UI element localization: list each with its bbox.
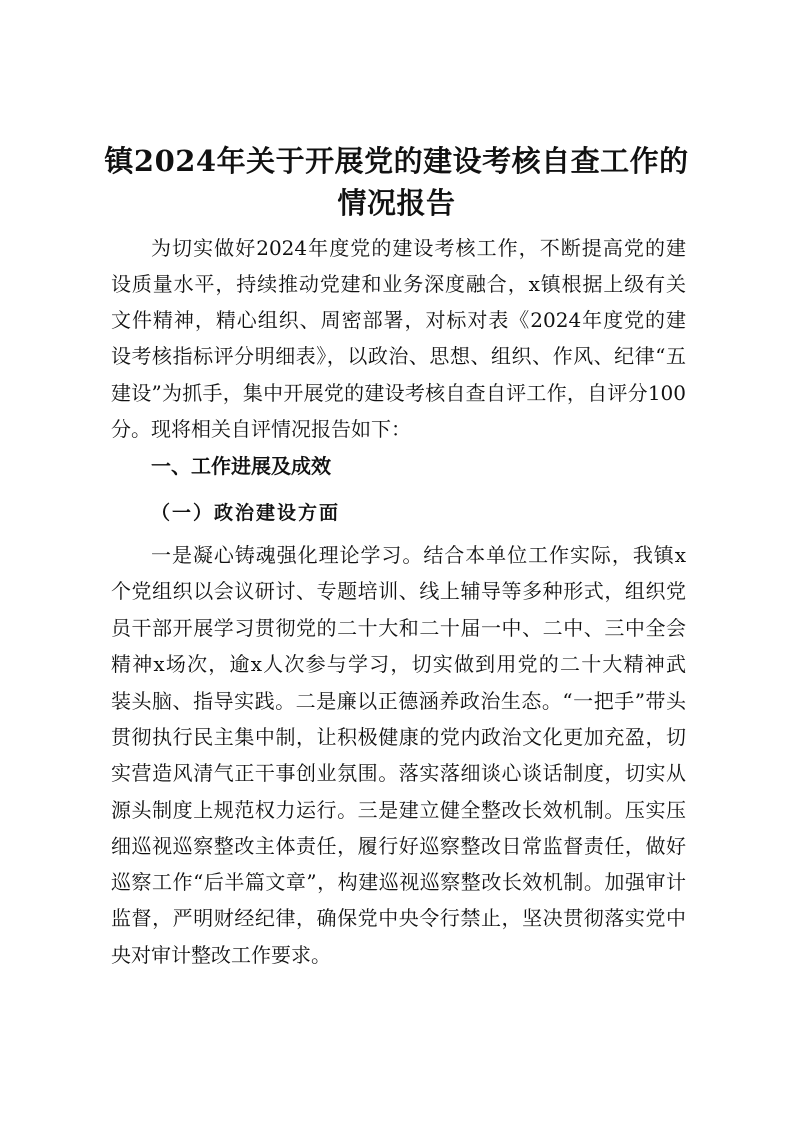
subsection-heading: （一）政治建设方面 bbox=[151, 502, 341, 524]
body-paragraph-line: 实营造风清气正干事创业氛围。落实落细谈心谈话制度，切实从 bbox=[111, 761, 686, 785]
intro-paragraph-line: 设质量水平，持续推动党建和业务深度融合，x镇根据上级有关 bbox=[111, 272, 686, 296]
body-paragraph-line: 一是凝心铸魂强化理论学习。结合本单位工作实际，我镇x bbox=[151, 543, 686, 567]
intro-paragraph-line: 为切实做好2024年度党的建设考核工作，不断提高党的建 bbox=[151, 236, 686, 260]
body-paragraph-line: 巡察工作“后半篇文章”，构建巡视巡察整改长效机制。加强审计 bbox=[111, 870, 686, 894]
intro-paragraph-line: 分。现将相关自评情况报告如下： bbox=[111, 417, 411, 441]
body-paragraph-line: 装头脑、指导实践。二是廉以正德涵养政治生态。“一把手”带头 bbox=[111, 689, 686, 713]
body-paragraph-line: 源头制度上规范权力运行。三是建立健全整改长效机制。压实压 bbox=[111, 798, 686, 822]
body-paragraph-line: 央对审计整改工作要求。 bbox=[111, 943, 331, 967]
body-paragraph-line: 细巡视巡察整改主体责任，履行好巡察整改日常监督责任，做好 bbox=[111, 834, 686, 858]
body-paragraph-line: 员干部开展学习贯彻党的二十大和二十届一中、二中、三中全会 bbox=[111, 616, 686, 640]
intro-paragraph-line: 建设”为抓手，集中开展党的建设考核自查自评工作，自评分100 bbox=[111, 381, 686, 405]
title-line-2: 情况报告 bbox=[337, 186, 456, 220]
section-heading: 一、工作进展及成效 bbox=[151, 454, 331, 478]
body-paragraph-line: 监督，严明财经纪律，确保党中央令行禁止，坚决贯彻落实党中 bbox=[111, 906, 686, 930]
body-paragraph-line: 个党组织以会议研讨、专题培训、线上辅导等多种形式，组织党 bbox=[111, 579, 686, 603]
intro-paragraph-line: 设考核指标评分明细表》，以政治、思想、组织、作风、纪律“五 bbox=[111, 344, 686, 368]
intro-paragraph-line: 文件精神，精心组织、周密部署，对标对表《2024年度党的建 bbox=[111, 308, 686, 332]
body-paragraph-line: 精神x场次，逾x人次参与学习，切实做到用党的二十大精神武 bbox=[111, 652, 686, 676]
body-paragraph-line: 贯彻执行民主集中制，让积极健康的党内政治文化更加充盈，切 bbox=[111, 725, 686, 749]
document-title bbox=[100, 140, 693, 224]
title-line-1: 镇2024年关于开展党的建设考核自查工作的 bbox=[104, 144, 689, 178]
